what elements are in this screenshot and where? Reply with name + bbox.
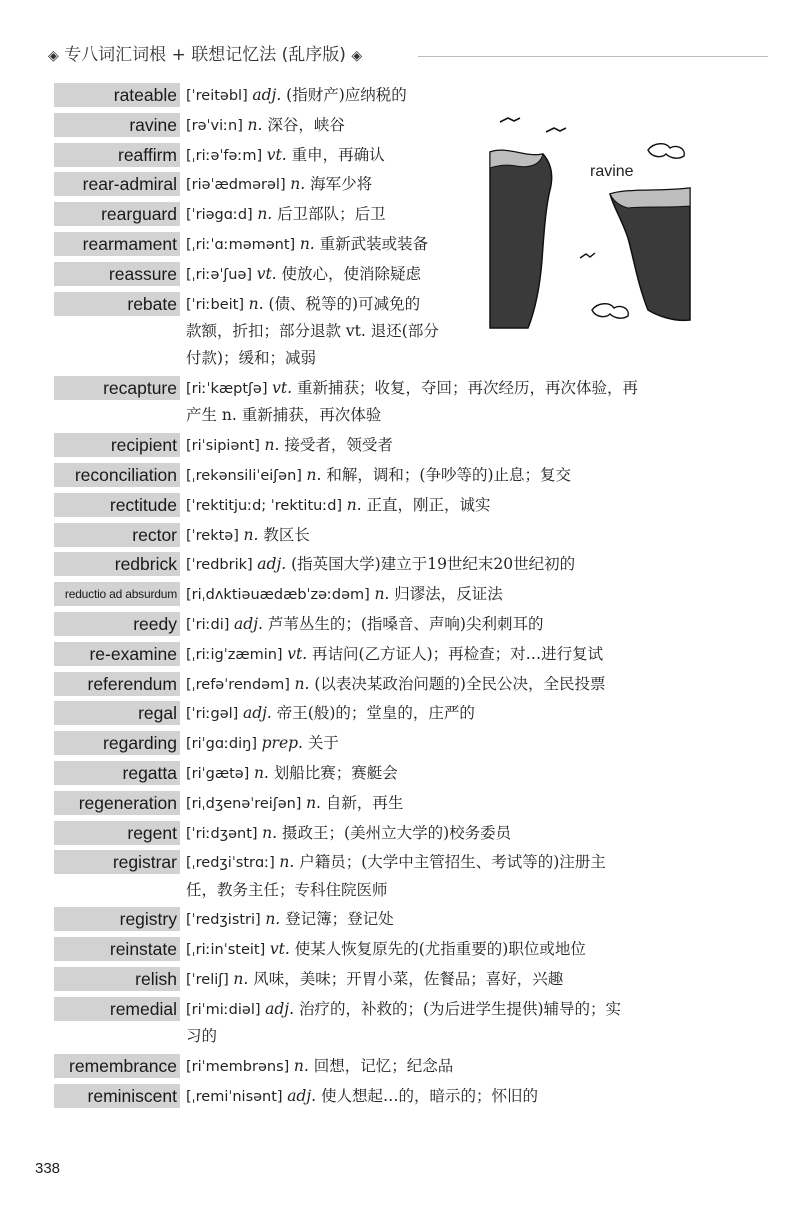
part-of-speech: vt. (256, 264, 282, 283)
definition-text: 深谷，峡谷 (267, 115, 345, 134)
pronunciation: [ˌredʒiˈstrɑː] (186, 855, 280, 872)
definition-line (186, 431, 393, 460)
definition-text: (指英国大学)建立于19世纪末20世纪初的 (291, 555, 576, 574)
definition-line (186, 521, 310, 550)
pronunciation: [riːˈkæptʃə] (186, 381, 273, 397)
definition-line (186, 789, 403, 818)
part-of-speech: vt. (266, 145, 292, 164)
headword: registry (54, 907, 180, 931)
definition-text: (以表决某政治问题的)全民公决，全民投票 (314, 674, 606, 693)
pronunciation: [riˈmiːdiəl] (186, 1001, 266, 1018)
pronunciation: [riˈmembrəns] (186, 1058, 294, 1075)
definition-text: 回想，记忆；纪念品 (313, 1056, 454, 1075)
definition-line (186, 670, 605, 699)
definition-line (186, 200, 386, 229)
definition-line (186, 848, 606, 877)
definition-line (186, 374, 638, 403)
headword: rebate (54, 292, 180, 316)
definition-text: 重新捕获；收复，夺回；再次经历，再次体验，再 (296, 379, 638, 397)
part-of-speech: n. (248, 294, 269, 313)
definition-text: (债、税等的)可减免的 (268, 294, 421, 313)
headword: reminiscent (54, 1084, 180, 1108)
part-of-speech: vt. (287, 644, 313, 663)
definition-line (186, 905, 394, 934)
headword: referendum (54, 672, 180, 696)
pronunciation: [ˈreitəbl] (186, 88, 253, 104)
part-of-speech: n. (233, 970, 254, 988)
definition-line (186, 550, 575, 579)
part-of-speech: n. (306, 793, 326, 812)
part-of-speech: n. (299, 235, 320, 253)
pronunciation: [ˌriːinˈsteit] (186, 942, 270, 959)
pronunciation: [ˈrektə] (186, 527, 244, 544)
part-of-speech: n. (253, 763, 274, 782)
headword: recapture (54, 376, 180, 400)
page-number: 338 (35, 1160, 61, 1177)
headword: ravine (54, 113, 180, 137)
definition-line (186, 610, 543, 639)
definition-line (186, 640, 603, 669)
definition-text: 海军少将 (310, 175, 373, 194)
pronunciation: [ˌriːigˈzæmin] (186, 646, 288, 663)
pronunciation: [riˈgætə] (186, 765, 254, 782)
part-of-speech: vt. (272, 379, 297, 397)
part-of-speech: vt. (269, 940, 295, 959)
part-of-speech: n. (290, 175, 311, 194)
diamond-ornament-icon: ◈ (351, 48, 363, 64)
definition-text: 后卫部队；后卫 (277, 205, 386, 224)
pronunciation: [riəˈædmərəl] (186, 177, 291, 194)
running-header (48, 38, 768, 68)
definition-text: 治疗的，补救的；(为后进学生提供)辅导的；实 (298, 999, 622, 1018)
part-of-speech: n. (294, 674, 315, 693)
definition-line (186, 819, 511, 848)
header-rule (418, 56, 768, 57)
part-of-speech: prep. (261, 734, 308, 753)
part-of-speech: n. (346, 495, 367, 514)
definition-line (186, 461, 571, 490)
definition-line (186, 260, 421, 289)
pronunciation: [rəˈviːn] (186, 117, 248, 134)
headword: regal (54, 701, 180, 725)
definition-line (186, 111, 345, 140)
definition-continuation: 款额，折扣；部分退款 vt. 退还(部分 (186, 321, 439, 340)
headword: remembrance (54, 1054, 180, 1078)
definition-line (186, 1052, 453, 1081)
pronunciation: [ˈriːdi] (186, 616, 235, 633)
headword: reductio ad absurdum (54, 582, 180, 606)
headword: regeneration (54, 791, 180, 815)
definition-text: (指财产)应纳税的 (286, 86, 407, 104)
pronunciation: [riˈsipiənt] (186, 438, 265, 455)
definition-text: 自新，再生 (325, 793, 404, 812)
headword: rearmament (54, 232, 180, 256)
pronunciation: [ˈriəgɑːd] (186, 207, 258, 224)
headword: registrar (54, 850, 180, 874)
definition-line (186, 580, 503, 609)
pronunciation: [ˌrefəˈrendəm] (186, 676, 295, 693)
header-title-row (48, 40, 362, 65)
headword: rector (54, 523, 180, 547)
pronunciation: [riˈgɑːdiŋ] (186, 736, 262, 753)
headword: recipient (54, 433, 180, 457)
pronunciation: [ˈredʒistri] (186, 912, 266, 929)
headword: reinstate (54, 937, 180, 961)
definition-text: 和解，调和；(争吵等的)止息；复交 (326, 465, 571, 484)
definition-continuation: 付款)；缓和；减弱 (186, 349, 317, 368)
part-of-speech: n. (374, 585, 395, 604)
definition-line (186, 1082, 538, 1111)
part-of-speech: adj. (287, 1086, 322, 1105)
headword: reconciliation (54, 463, 180, 487)
definition-line (186, 759, 398, 788)
part-of-speech: n. (293, 1056, 314, 1075)
ravine-illustration (488, 110, 698, 330)
headword: rear-admiral (54, 172, 180, 196)
headword: rateable (54, 83, 180, 107)
headword: regarding (54, 731, 180, 755)
part-of-speech: adj. (234, 614, 268, 633)
definition-text: 使放心，使消除疑虑 (281, 264, 422, 283)
definition-text: 归谬法，反证法 (394, 585, 503, 604)
definition-line (186, 699, 475, 728)
part-of-speech: n. (257, 205, 278, 224)
definition-line (186, 995, 621, 1024)
definition-text: 帝王(般)的；堂皇的，庄严的 (276, 704, 475, 723)
part-of-speech: adj. (265, 999, 299, 1018)
part-of-speech: n. (262, 823, 283, 842)
definition-text: 摄政王；(美州立大学的)校务委员 (282, 823, 512, 842)
part-of-speech: n. (279, 853, 300, 872)
part-of-speech: n. (265, 910, 286, 929)
definition-text: 教区长 (263, 525, 310, 544)
definition-line (186, 491, 491, 520)
definition-line (186, 141, 385, 170)
definition-text: 划船比赛；赛艇会 (273, 763, 398, 782)
pronunciation: [ˈreliʃ] (186, 972, 234, 988)
pronunciation: [ˈrektitjuːd; ˈrektituːd] (186, 497, 347, 514)
part-of-speech: adj. (257, 555, 292, 574)
illustration-label: ravine (590, 163, 634, 180)
headword: regent (54, 821, 180, 845)
pronunciation: [riˌdʌktiəuædæbˈzəːdəm] (186, 587, 375, 604)
definition-line (186, 729, 339, 758)
pronunciation: [ˈriːgəl] (186, 706, 243, 723)
definition-text: 登记簿；登记处 (285, 910, 394, 929)
headword: reassure (54, 262, 180, 286)
headword: re-examine (54, 642, 180, 666)
pronunciation: [ˈriːbeit] (186, 296, 249, 313)
headword: regatta (54, 761, 180, 785)
definition-line (186, 290, 420, 319)
part-of-speech: n. (247, 115, 268, 134)
definition-line (186, 230, 428, 259)
definition-line (186, 935, 586, 964)
definition-text: 风味，美味；开胃小菜，佐餐品；喜好，兴趣 (253, 970, 564, 988)
definition-text: 关于 (307, 734, 339, 753)
definition-text: 使某人恢复原先的(尤指重要的)职位或地位 (294, 940, 586, 959)
pronunciation: [ˌriːəˈfəːm] (186, 147, 267, 164)
headword: remedial (54, 997, 180, 1021)
pronunciation: [ˈredbrik] (186, 557, 258, 574)
definition-text: 重新武装或装备 (319, 235, 429, 253)
definition-continuation: 任，教务主任；专科住院医师 (186, 880, 388, 899)
headword: rearguard (54, 202, 180, 226)
definition-text: 芦苇丛生的；(指嗓音、声响)尖利刺耳的 (267, 614, 544, 633)
pronunciation: [ˌrekənsiliˈeiʃən] (186, 467, 307, 484)
pronunciation: [ˌremiˈnisənt] (186, 1088, 288, 1105)
pronunciation: [ˈriːdʒənt] (186, 825, 263, 842)
definition-text: 户籍员；(大学中主管招生、考试等的)注册主 (299, 853, 606, 872)
diamond-ornament-icon: ◈ (48, 48, 59, 64)
definition-continuation: 产生 n. 重新捕获，再次体验 (186, 406, 382, 425)
definition-continuation: 习的 (186, 1027, 218, 1046)
definition-text: 使人想起…的，暗示的；怀旧的 (321, 1086, 539, 1105)
definition-text: 接受者，领受者 (284, 436, 393, 455)
headword: reedy (54, 612, 180, 636)
headword: redbrick (54, 552, 180, 576)
pronunciation: [ˌriːˈɑːməmənt] (186, 237, 300, 253)
part-of-speech: n. (306, 465, 327, 484)
pronunciation: [ˌriːəˈʃuə] (186, 266, 257, 283)
pronunciation: [riˌdʒenəˈreiʃən] (186, 795, 307, 812)
definition-text: 重申，再确认 (291, 145, 385, 164)
definition-line (186, 965, 563, 994)
definition-line (186, 170, 372, 199)
header-title: 专八词汇词根 + 联想记忆法 (乱序版) (64, 45, 346, 65)
part-of-speech: adj. (242, 704, 277, 723)
part-of-speech: n. (264, 436, 285, 455)
headword: rectitude (54, 493, 180, 517)
headword: reaffirm (54, 143, 180, 167)
part-of-speech: adj. (252, 86, 287, 104)
definition-text: 正直，刚正，诚实 (366, 495, 491, 514)
definition-line (186, 81, 407, 110)
definition-text: 再诘问(乙方证人)；再检查；对…进行复试 (312, 644, 604, 663)
headword: relish (54, 967, 180, 991)
part-of-speech: n. (243, 525, 264, 544)
